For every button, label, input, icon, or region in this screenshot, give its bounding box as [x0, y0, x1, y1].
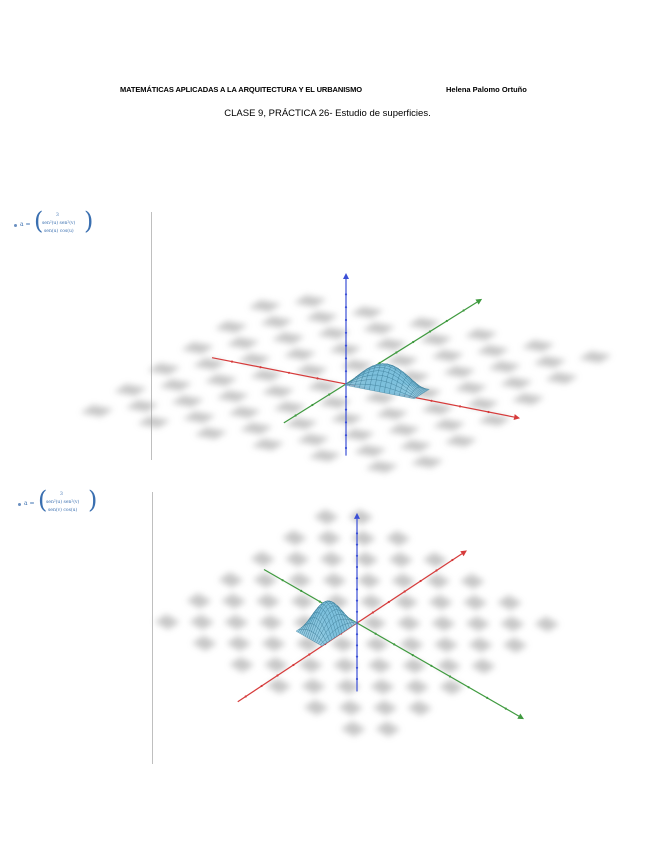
grid-cell: [250, 551, 275, 566]
y-axis-tick: [375, 633, 377, 635]
y-axis-tick: [393, 643, 395, 645]
grid-cell: [227, 636, 252, 651]
grid-cell: [460, 574, 485, 589]
formula-row-1: sen²(u) sen²(v): [42, 221, 76, 226]
y-axis-tick: [319, 601, 321, 603]
grid-cell: [304, 700, 329, 715]
grid-cell: [373, 700, 398, 715]
grid-cell: [431, 616, 456, 631]
formula-exponent: 3: [60, 492, 63, 497]
formula-row-1: sen²(u) sen²(v): [46, 500, 80, 505]
right-paren-icon: ): [84, 207, 94, 235]
page-subtitle: CLASE 9, PRÁCTICA 26- Estudio de superficies.: [224, 108, 431, 119]
grid-cell: [333, 658, 358, 673]
grid-cell: [386, 531, 411, 546]
left-paren-icon: (: [38, 486, 48, 514]
grid-cell: [317, 530, 342, 545]
y-axis-tick: [505, 708, 507, 710]
grid-cell: [187, 593, 212, 608]
y-axis-tick: [282, 579, 284, 581]
x-axis-arrow-icon: [460, 550, 467, 556]
grid-cell: [221, 593, 246, 608]
grid-cell: [224, 615, 249, 630]
formula-lhs: a =: [20, 221, 31, 228]
y-axis-tick: [412, 654, 414, 656]
y-axis-tick: [430, 665, 432, 667]
grid-cell: [301, 679, 326, 694]
grid-cell: [261, 636, 286, 651]
x-axis-tick: [404, 590, 406, 592]
grid-cell: [218, 572, 243, 587]
grid-cell: [367, 658, 392, 673]
grid-cell: [348, 509, 373, 524]
grid-cell: [356, 573, 381, 588]
z-axis-tick: [356, 532, 358, 534]
x-axis-tick: [435, 569, 437, 571]
z-axis-tick: [356, 577, 358, 579]
x-axis-tick: [388, 601, 390, 603]
formula-lhs: a =: [24, 500, 35, 507]
x-axis-tick: [292, 664, 294, 666]
grid-cell: [428, 595, 453, 610]
grid-cell: [285, 551, 310, 566]
left-paren-icon: (: [34, 207, 44, 235]
z-axis-tick: [356, 566, 358, 568]
grid-cell: [282, 530, 307, 545]
grid-cell: [468, 637, 493, 652]
grid-cell: [463, 595, 488, 610]
grid-cell: [229, 657, 254, 672]
grid-cell: [192, 636, 217, 651]
z-axis-tick: [356, 633, 358, 635]
grid-cell: [314, 509, 339, 524]
x-axis-tick: [451, 559, 453, 561]
grid-cell: [388, 552, 413, 567]
right-paren-icon: ): [88, 486, 98, 514]
grid-cell: [500, 616, 525, 631]
x-axis-tick: [245, 695, 247, 697]
grid-cell: [351, 531, 376, 546]
grid-cell: [375, 721, 400, 736]
grid-cell: [497, 595, 522, 610]
grid-cell: [465, 616, 490, 631]
document-header-title: MATEMÁTICAS APLICADAS A LA ARQUITECTURA Y EL URBANISMO: [120, 85, 362, 94]
y-axis-tick: [449, 675, 451, 677]
grid-cell: [256, 594, 281, 609]
formula-exponent: 3: [56, 213, 59, 218]
grid-cell: [404, 679, 429, 694]
x-axis-tick: [276, 674, 278, 676]
grid-cell: [471, 658, 496, 673]
grid-cell: [407, 700, 432, 715]
grid-cell: [155, 614, 180, 629]
z-axis-tick: [356, 588, 358, 590]
x-axis-tick: [420, 580, 422, 582]
x-axis-tick: [308, 653, 310, 655]
z-axis-tick: [356, 555, 358, 557]
grid-cell: [370, 679, 395, 694]
grid-cell: [396, 616, 421, 631]
formula-row-2: sen(v) cos(u): [48, 508, 78, 513]
grid-cell: [258, 615, 283, 630]
document-header-author: Helena Palomo Ortuño: [446, 85, 527, 94]
grid-cell: [189, 614, 214, 629]
y-axis-tick: [300, 590, 302, 592]
x-axis-tick: [261, 685, 263, 687]
z-axis-tick: [356, 600, 358, 602]
grid-cell: [534, 616, 559, 631]
grid-cell: [503, 637, 528, 652]
grid-cell: [322, 573, 347, 588]
grid-cell: [338, 700, 363, 715]
y-axis-tick: [486, 697, 488, 699]
y-axis-tick: [468, 686, 470, 688]
z-axis-tick: [356, 611, 358, 613]
grid-cell: [434, 637, 459, 652]
x-axis-tick: [372, 611, 374, 613]
formula-row-2: sen(u) cos(u): [44, 229, 74, 234]
grid-cell: [319, 552, 344, 567]
z-axis-tick: [356, 544, 358, 546]
grid-cell: [341, 721, 366, 736]
